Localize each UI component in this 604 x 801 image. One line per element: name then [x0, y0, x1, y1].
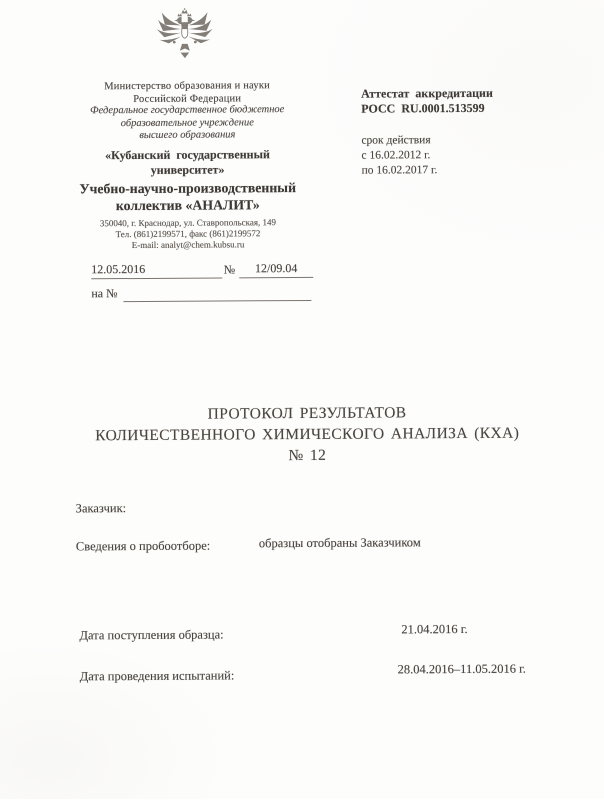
unit-name — [59, 180, 317, 215]
sampling-value: образцы отобраны Заказчиком — [258, 535, 421, 551]
email: E-mail: analyt@chem.kubsu.ru — [131, 238, 245, 250]
testing-dates-value: 28.04.2016–11.05.2016 г. — [397, 661, 526, 677]
org-type-block — [58, 104, 316, 143]
org-type-line3: высшего образования — [139, 129, 236, 141]
title-line2: КОЛИЧЕСТВЕННОГО ХИМИЧЕСКОГО АНАЛИЗА (КХА) — [95, 424, 520, 445]
contact-block — [59, 217, 317, 251]
unit-line1: Учебно-научно-производственный — [79, 180, 297, 197]
reference-row — [91, 261, 313, 279]
accreditation-number: РОСС RU.0001.513599 — [361, 100, 485, 116]
title-line1: ПРОТОКОЛ РЕЗУЛЬТАТОВ — [207, 404, 407, 423]
accreditation-title: Аттестат аккредитации — [361, 85, 493, 101]
reply-to-label: на № — [91, 286, 118, 301]
unit-line2: коллектив «АНАЛИТ» — [115, 196, 260, 213]
reply-to-row — [91, 285, 311, 302]
validity-label: срок действия — [361, 134, 431, 147]
reply-to-blank-line — [124, 286, 312, 302]
phone-fax: Тел. (861)2199571, факс (861)2199572 — [115, 228, 261, 239]
sampling-label: Сведения о пробоотборе: — [75, 538, 211, 554]
university-name — [58, 147, 316, 178]
title-number: № 12 — [288, 446, 327, 465]
org-type-line1: Федеральное государственное бюджетное — [90, 104, 285, 117]
russia-coat-of-arms-icon — [154, 7, 216, 69]
ministry-line2: Российской Федерации — [133, 93, 242, 106]
document-date: 12.05.2016 — [91, 261, 222, 279]
document-number: 12/09.04 — [239, 261, 313, 278]
sample-received-date-label: Дата поступления образца: — [79, 627, 224, 643]
document-title — [12, 401, 602, 468]
accreditation-block — [361, 85, 552, 178]
sample-received-date-value: 21.04.2016 г. — [401, 621, 468, 637]
customer-label: Заказчик: — [75, 501, 127, 516]
university-line1: «Кубанский государственный — [105, 147, 270, 163]
postal-address: 350040, г. Краснодар, ул. Ставропольская, 149 — [99, 217, 277, 229]
ministry-line1: Министерство образования и науки — [104, 80, 270, 93]
testing-dates-label: Дата проведения испытаний: — [79, 668, 235, 684]
ministry-block — [58, 79, 316, 107]
validity-from: с 16.02.2012 г. — [361, 149, 431, 162]
validity-to: по 16.02.2017 г. — [361, 164, 438, 177]
university-line2: университет» — [150, 161, 225, 177]
org-type-line2: образовательное учреждение — [120, 116, 254, 129]
number-sign: № — [223, 262, 236, 277]
